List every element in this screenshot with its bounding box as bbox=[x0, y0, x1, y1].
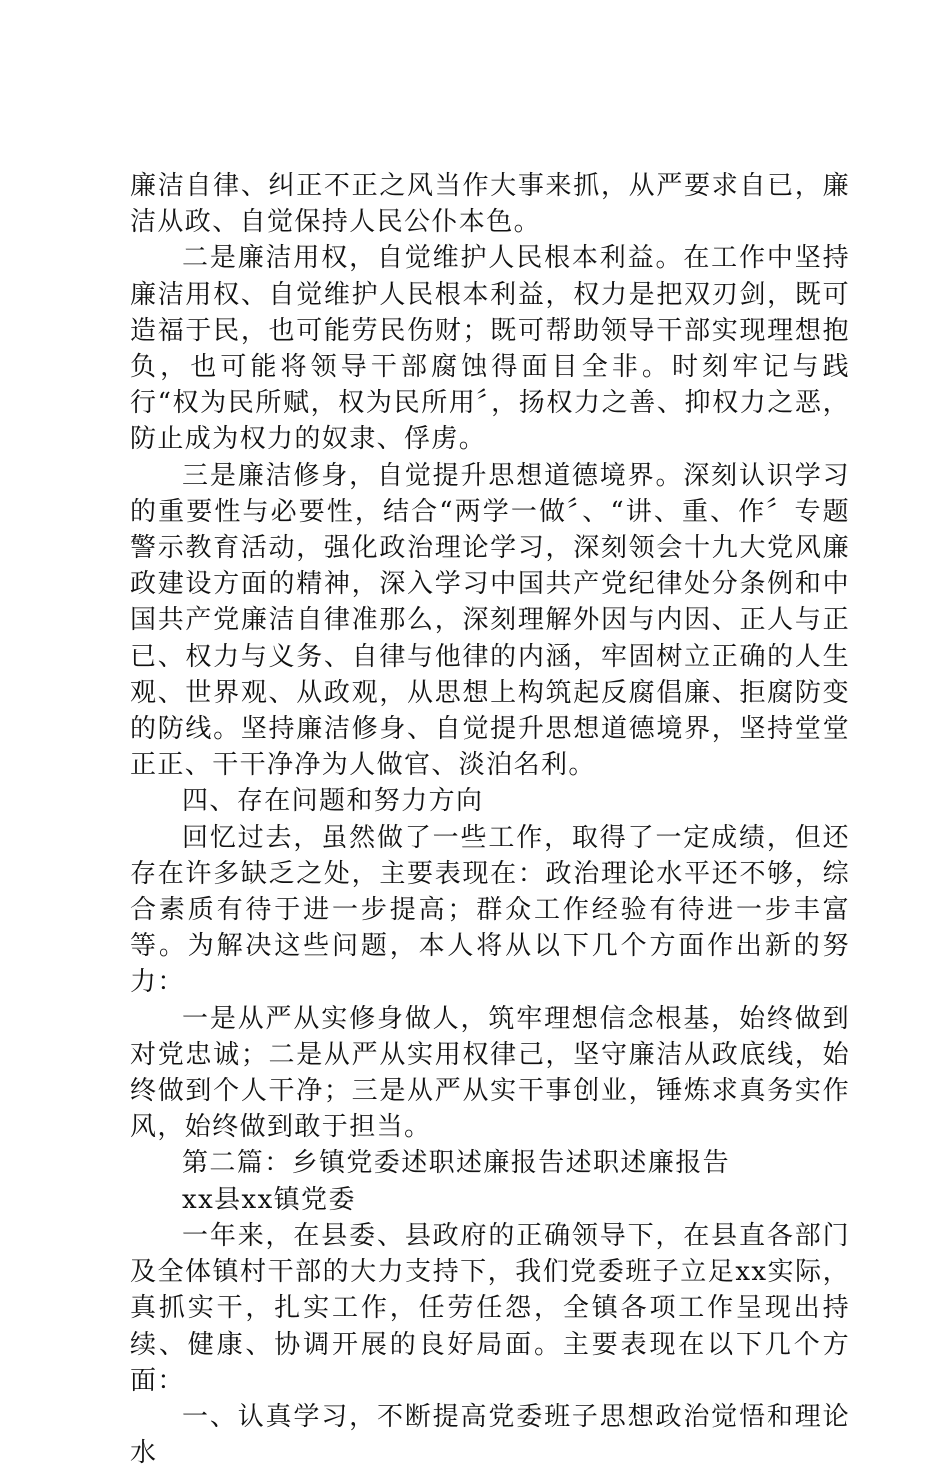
paragraph-review: 回忆过去，虽然做了一些工作，取得了一定成绩，但还存在许多缺乏之处，主要表现在：政治理论水平还不够，综合素质有待于进一步提高；群众工作经验有待进一步丰富等。为解决这些问题，本人将从以下几个方面作出新的努力： bbox=[130, 822, 850, 998]
paragraph-clean-power: 二是廉洁用权，自觉维护人民根本利益。在工作中坚持廉洁用权、自觉维护人民根本利益，权力是把双刃剑，既可造福于民，也可能劳民伤财；既可帮助领导干部实现理想抱负，也可能将领导干部腐蚀得面目全非。时刻牢记与践行“权为民所赋，权为民所用〞，扬权力之善、抑权力之恶，防止成为权力的奴隶、俘虏。 bbox=[130, 243, 850, 455]
section-heading-study: 一、认真学习，不断提高党委班子思想政治觉悟和理论水 bbox=[130, 1401, 850, 1469]
paragraph-clean-self-cultivation: 三是廉洁修身，自觉提升思想道德境界。深刻认识学习的重要性与必要性，结合“两学一做〞、“讲、重、作〞专题警示教育活动，强化政治理论学习，深刻领会十九大党风廉政建设方面的精神，深入学习中国共产党纪律处分条例和中国共产党廉洁自律准那么，深刻理解外因与内因、正人与正已、权力与义务、自律与他律的内涵，牢固树立正确的人生观、世界观、从政观，从思想上构筑起反腐倡廉、拒腐防变的防线。坚持廉洁修身、自觉提升思想道德境界，坚持堂堂正正、干干净净为人做官、淡泊名利。 bbox=[130, 460, 850, 781]
paragraph-continuation: 廉洁自律、纠正不正之风当作大事来抓，从严要求自已，廉洁从政、自觉保持人民公仆本色。 bbox=[130, 171, 850, 238]
chapter-title-second: 第二篇：乡镇党委述职述廉报告述职述廉报告 bbox=[182, 1148, 731, 1179]
section-heading-problems: 四、存在问题和努力方向 bbox=[182, 786, 484, 817]
paragraph-efforts: 一是从严从实修身做人，筑牢理想信念根基，始终做到对党忠诚；二是从严从实用权律己，坚守廉洁从政底线，始终做到个人干净；三是从严从实干事创业，锤炼求真务实作风，始终做到敢于担当。 bbox=[130, 1003, 850, 1143]
author-line: xx县xx镇党委 bbox=[182, 1184, 356, 1215]
document-body bbox=[130, 168, 850, 1471]
paragraph-year-summary: 一年来，在县委、县政府的正确领导下，在县直各部门及全体镇村干部的大力支持下，我们党委班子立足xx实际，真抓实干，扎实工作，任劳任怨，全镇各项工作呈现出持续、健康、协调开展的良好局面。主要表现在以下几个方面： bbox=[130, 1220, 850, 1396]
